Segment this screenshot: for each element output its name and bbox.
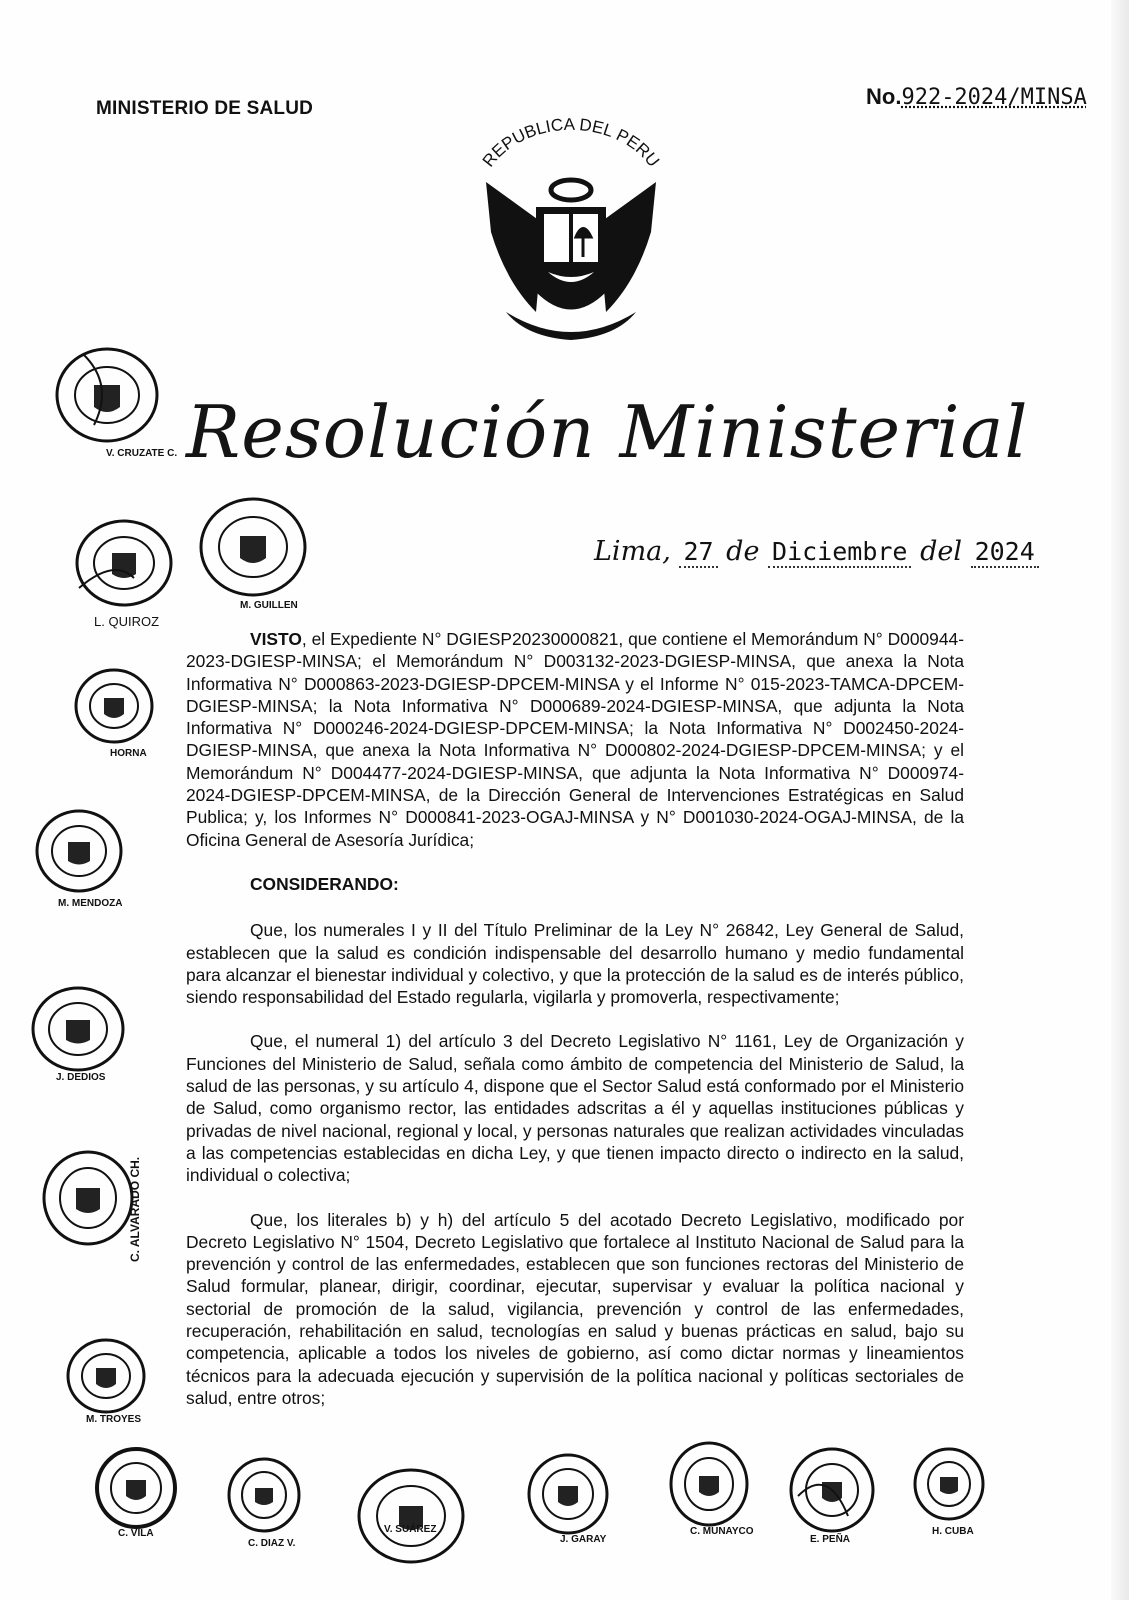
paragraph-2: Que, el numeral 1) del artículo 3 del Decreto Legislativo N° 1161, Ley de Organización y Funciones del Ministerio de Salud, señala como ámbito de competencia del Ministerio de Salud, la salud de las personas, y su artículo 4, dispone que el Sector Salud está conformado por el Ministerio de Salud, como organismo rector, las entidades adscritas a él y aquellas instituciones públicas y privadas de nivel nacional, regional y local, y personas naturales que realizan actividades vinculadas a las competencias establecidas en dicha Ley, y que tienen impacto directo o indirecto en la salud, individual o colectiva; bbox=[186, 1031, 964, 1186]
seal-left-2 bbox=[74, 518, 174, 608]
ministry-header: MINISTERIO DE SALUD bbox=[96, 98, 314, 119]
paragraph-3: Que, los literales b) y h) del artículo 5 del acotado Decreto Legislativo, modificado por Decreto Legislativo N° 1504, Decreto Legislativo que fortalece al Instituto Nacional de Salud para la prevención y control de las enfermedades, establecen que son funciones rectoras del Ministerio de Salud formular, planear, dirigir, coordinar, ejecutar, supervisar y evaluar la política nacional y sectorial de promoción de la salud, vigilancia, prevención y control de las enfermedades, recuperación, rehabilitación en salud, tecnologías en salud y buenas prácticas en salud, bajo su competencia, aplicable a todos los niveles de gobierno, así como dictar normas y lineamientos técnicos para la adecuada ejecución y supervisión de la política nacional y políticas sectoriales de salud, entre otros; bbox=[186, 1209, 964, 1408]
dateline-de: de bbox=[726, 536, 760, 567]
coat-text: REPUBLICA DEL PERU bbox=[478, 114, 664, 171]
document-body bbox=[186, 628, 964, 1431]
dateline-del: del bbox=[920, 536, 962, 567]
seal-left-6 bbox=[30, 984, 126, 1074]
resolution-number-prefix: No. bbox=[866, 84, 902, 109]
seal-left-5-name: M. MENDOZA bbox=[58, 898, 123, 909]
seal-left-3-name: M. GUILLEN bbox=[240, 600, 298, 611]
seal-left-1 bbox=[54, 345, 160, 445]
resolution-number-handwritten: 922-2024/MINSA bbox=[901, 85, 1087, 110]
seal-left-5 bbox=[34, 806, 124, 896]
dateline-city: Lima, bbox=[594, 536, 671, 567]
svg-text:REPUBLICA DEL PERU bbox=[479, 115, 663, 171]
seal-bottom-4 bbox=[526, 1452, 610, 1536]
seal-bottom-4-name: J. GARAY bbox=[560, 1534, 607, 1545]
dateline-year: 2024 bbox=[971, 537, 1039, 568]
seal-bottom-6-name: E. PEÑA bbox=[810, 1534, 851, 1545]
resolution-number bbox=[866, 84, 1087, 110]
seal-left-4 bbox=[74, 666, 154, 746]
seal-bottom-2-name: C. DIAZ V. bbox=[248, 1538, 296, 1549]
seal-bottom-1-name: C. VILA bbox=[118, 1528, 154, 1539]
seal-left-7-name: C. ALVARADO CH. bbox=[128, 1156, 142, 1262]
visto-text: , el Expediente N° DGIESP20230000821, que contiene el Memorándum N° D000944-2023-DGIESP-MINSA; el Memorándum N° D003132-2023-DGIESP-MINSA, que anexa la Nota Informativa N° D000863-2023-DGIESP-DPCEM-MINSA y el Informe N° 015-2023-TAMCA-DPCEM-DGIESP-MINSA; la Nota Informativa N° D000689-2024-DGIESP-MINSA, que adjunta la Nota Informativa N° D000246-2024-DGIESP-DPCEM-MINSA; la Nota Informativa N° D002450-2024-DGIESP-MINSA, que anexa la Nota Informativa N° D000802-2024-DGIESP-DPCEM-MINSA; y el Memorándum N° D004477-2024-DGIESP-MINSA, que adjunta la Nota Informativa N° D000974-2024-DGIESP-DPCEM-MINSA, de la Dirección General de Intervenciones Estratégicas en Salud Publica; y, los Informes N° D000841-2023-OGAJ-MINSA y N° D001030-2024-OGAJ-MINSA, de la Oficina General de Asesoría Jurídica; bbox=[186, 629, 964, 850]
seal-bottom-2 bbox=[226, 1456, 302, 1534]
seal-bottom-3-name: V. SUÁREZ bbox=[384, 1524, 437, 1535]
paragraph-1: Que, los numerales I y II del Título Preliminar de la Ley N° 26842, Ley General de Salud, establecen que la salud es condición indispensable del desarrollo humano y medio fundamental para alcanzar el bienestar individual y colectivo, y que la protección de la salud es de interés público, siendo responsabilidad del Estado regularla, vigilarla y promoverla, respectivamente; bbox=[186, 920, 964, 1008]
document-title: Resolución Ministerial bbox=[186, 390, 1029, 474]
seal-left-2-name: L. QUIROZ bbox=[94, 614, 160, 629]
seal-left-7 bbox=[40, 1148, 136, 1248]
seal-left-3 bbox=[198, 496, 308, 598]
dateline bbox=[594, 536, 1039, 567]
coat-of-arms-emblem bbox=[466, 112, 676, 352]
visto-paragraph bbox=[186, 628, 964, 851]
seal-left-1-name: V. CRUZATE C. bbox=[106, 448, 178, 459]
page-edge bbox=[1111, 0, 1129, 1600]
visto-label: VISTO bbox=[250, 629, 302, 649]
seal-bottom-7 bbox=[912, 1446, 986, 1522]
dateline-month: Diciembre bbox=[768, 537, 911, 568]
seal-bottom-3 bbox=[356, 1466, 466, 1566]
seal-bottom-7-name: H. CUBA bbox=[932, 1526, 974, 1537]
seal-left-8-name: M. TROYES bbox=[86, 1414, 142, 1425]
seal-bottom-5 bbox=[668, 1440, 750, 1528]
seal-bottom-6 bbox=[788, 1446, 876, 1534]
seal-bottom-1 bbox=[94, 1446, 178, 1530]
dateline-day: 27 bbox=[679, 537, 717, 568]
seal-bottom-5-name: C. MUNAYCO bbox=[690, 1526, 754, 1537]
seal-left-4-name: HORNA bbox=[110, 748, 147, 759]
considerando-heading: CONSIDERANDO: bbox=[250, 873, 399, 894]
seal-left-8 bbox=[66, 1336, 146, 1416]
seal-left-6-name: J. DEDIOS bbox=[56, 1072, 106, 1083]
